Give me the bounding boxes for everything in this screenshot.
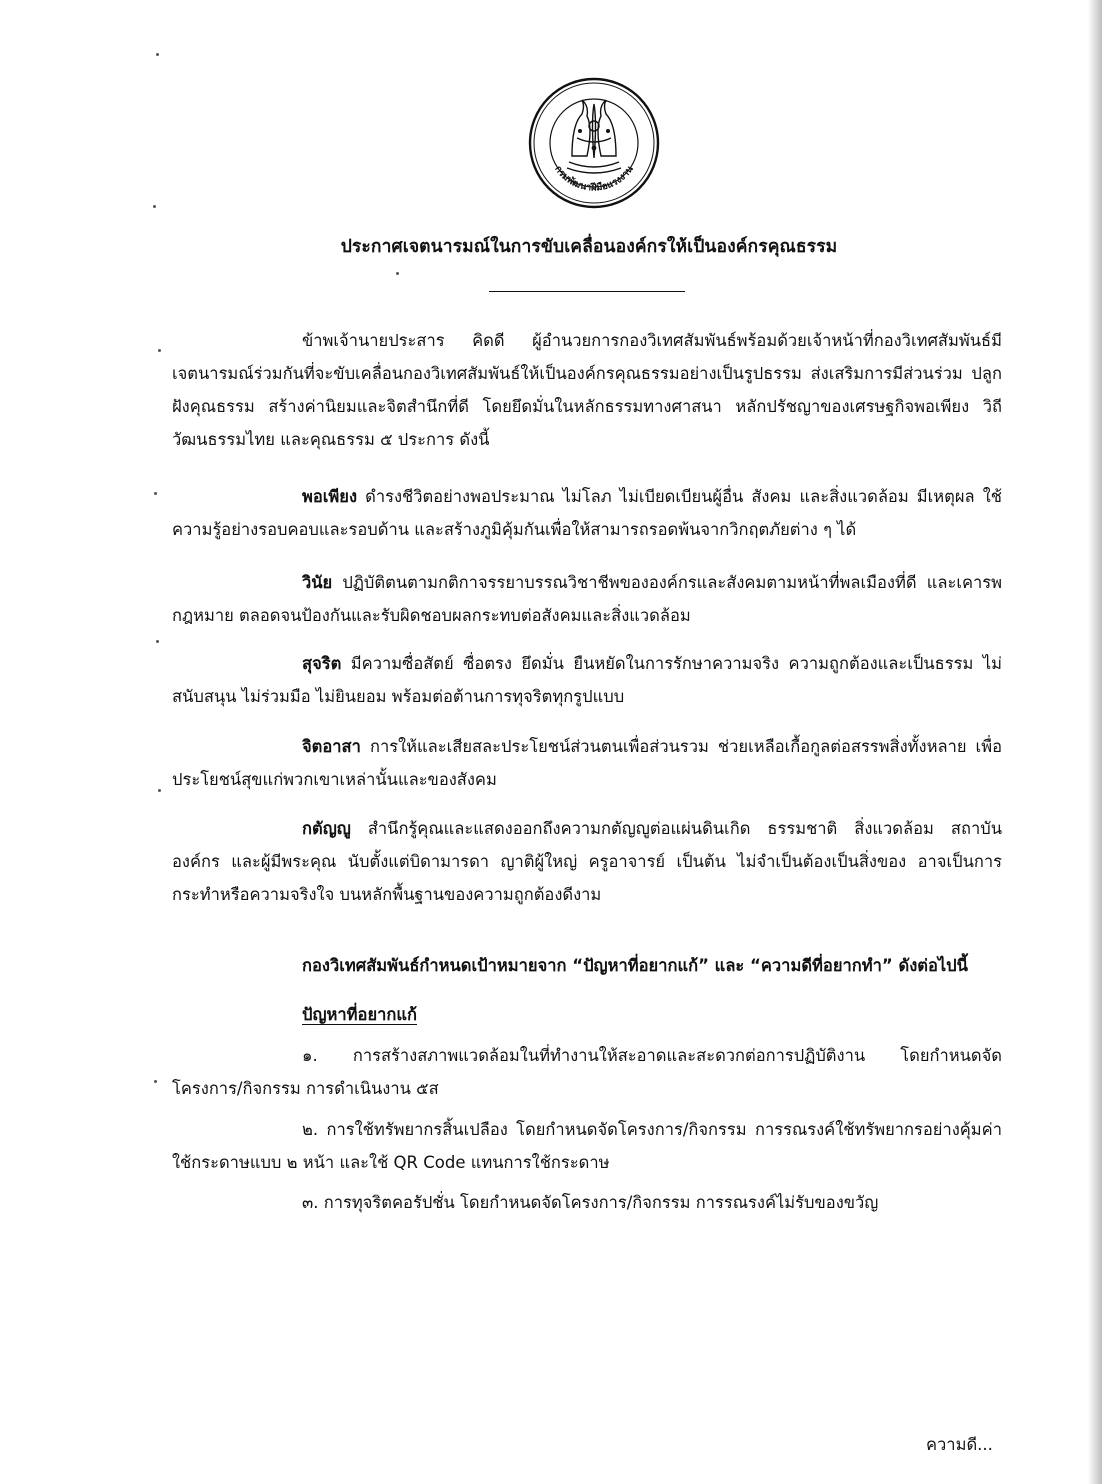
virtue-text: มีความซื่อสัตย์ ซื่อตรง ยึดมั่น ยืนหยัดในการรักษาความจริง ความถูกต้องและเป็นธรรม ไม่สนับสนุน ไม่ร่วมมือ ไม่ยินยอม พร้อมต่อต้านการทุจริตทุกรูปแบบ — [172, 654, 1002, 706]
scan-speck — [154, 492, 157, 495]
problem-item-1: ๑. การสร้างสภาพแวดล้อมในที่ทำงานให้สะอาดและสะดวกต่อการปฏิบัติงาน โดยกำหนดจัดโครงการ/กิจกรรม การดำเนินงาน ๕ส — [172, 1046, 1002, 1098]
virtue-text: สำนึกรู้คุณและแสดงออกถึงความกตัญญูต่อแผ่นดินเกิด ธรรมชาติ สิ่งแวดล้อม สถาบันองค์กร และผู้มีพระคุณ นับตั้งแต่บิดามารดา ญาติผู้ใหญ่ ครูอาจารย์ เป็นต้น ไม่จำเป็นต้องเป็นสิ่งของ อาจเป็นการกระทำหรือความจริงใจ บนหลักพื้นฐานของความถูกต้องดีงาม — [172, 819, 1002, 904]
document-title: ประกาศเจตนารมณ์ในการขับเคลื่อนองค์กรให้เป็นองค์กรคุณธรรม — [340, 237, 838, 257]
virtue-paragraph-3 — [172, 647, 1002, 713]
virtue-name: พอเพียง — [302, 487, 358, 506]
virtue-paragraph-5 — [172, 812, 1002, 911]
goal-paragraph: กองวิเทศสัมพันธ์กำหนดเป้าหมายจาก “ปัญหาที่อยากแก้” และ “ความดีที่อยากทำ” ดังต่อไปนี้ — [302, 955, 968, 975]
page-edge-shadow — [1088, 0, 1102, 1484]
intro-paragraph: ข้าพเจ้านายประสาร คิดดี ผู้อำนวยการกองวิเทศสัมพันธ์พร้อมด้วยเจ้าหน้าที่กองวิเทศสัมพันธ์มีเจตนารมณ์ร่วมกันที่จะขับเคลื่อนกองวิเทศสัมพันธ์ให้เป็นองค์กรคุณธรรมอย่างเป็นรูปธรรม ส่งเสริมการมีส่วนร่วม ปลูกฝังคุณธรรม สร้างค่านิยมและจิตสำนึกที่ดี โดยยึดมั่นในหลักธรรมทางศาสนา หลักปรัชญาของเศรษฐกิจพอเพียง วิถีวัฒนธรรมไทย และคุณธรรม ๕ ประการ ดังนี้ — [172, 331, 1002, 449]
scan-speck — [153, 205, 156, 208]
virtue-name: วินัย — [302, 573, 333, 592]
scan-speck — [396, 272, 399, 275]
virtue-text: ดำรงชีวิตอย่างพอประมาณ ไม่โลภ ไม่เบียดเบียนผู้อื่น สังคม และสิ่งแวดล้อม มีเหตุผล ใช้ความรู้อย่างรอบคอบและรอบด้าน และสร้างภูมิคุ้มกันเพื่อให้สามารถรอดพ้นจากวิกฤตภัยต่าง ๆ ได้ — [172, 487, 1002, 539]
scan-speck — [158, 349, 161, 352]
problems-heading: ปัญหาที่อยากแก้ — [302, 1005, 418, 1024]
official-seal — [527, 76, 661, 210]
scan-speck — [158, 789, 161, 792]
virtue-text: การให้และเสียสละประโยชน์ส่วนตนเพื่อส่วนรวม ช่วยเหลือเกื้อกูลต่อสรรพสิ่งทั้งหลาย เพื่อประโยชน์สุขแก่พวกเขาเหล่านั้นและของสังคม — [172, 737, 1002, 789]
problem-item-3: ๓. การทุจริตคอรัปชั่น โดยกำหนดจัดโครงการ/กิจกรรม การรณรงค์ไม่รับของขวัญ — [302, 1193, 879, 1212]
virtue-paragraph-4 — [172, 730, 1002, 796]
seal-ring-text: กรมพัฒนาฝีมือแรงงาน — [552, 163, 636, 194]
scan-speck — [156, 640, 159, 643]
scan-speck — [154, 1080, 157, 1083]
virtue-name: สุจริต — [302, 654, 342, 673]
virtue-text: ปฏิบัติตนตามกติกาจรรยาบรรณวิชาชีพขององค์กรและสังคมตามหน้าที่พลเมืองที่ดี และเคารพกฎหมาย ตลอดจนป้องกันและรับผิดชอบผลกระทบต่อสังคมและสิ่งแวดล้อม — [172, 573, 1002, 625]
problem-item-2: ๒. การใช้ทรัพยากรสิ้นเปลือง โดยกำหนดจัดโครงการ/กิจกรรม การรณรงค์ใช้ทรัพยากรอย่างคุ้มค่า ใช้กระดาษแบบ ๒ หน้า และใช้ QR Code แทนการใช้กระดาษ — [172, 1120, 1002, 1172]
virtue-paragraph-1 — [172, 480, 1002, 546]
scan-speck — [156, 53, 159, 56]
virtue-paragraph-2 — [172, 566, 1002, 632]
virtue-name: จิตอาสา — [302, 737, 361, 756]
virtue-name: กตัญญู — [302, 819, 351, 838]
title-underline — [489, 291, 685, 292]
continuation-marker: ความดี... — [926, 1435, 993, 1454]
